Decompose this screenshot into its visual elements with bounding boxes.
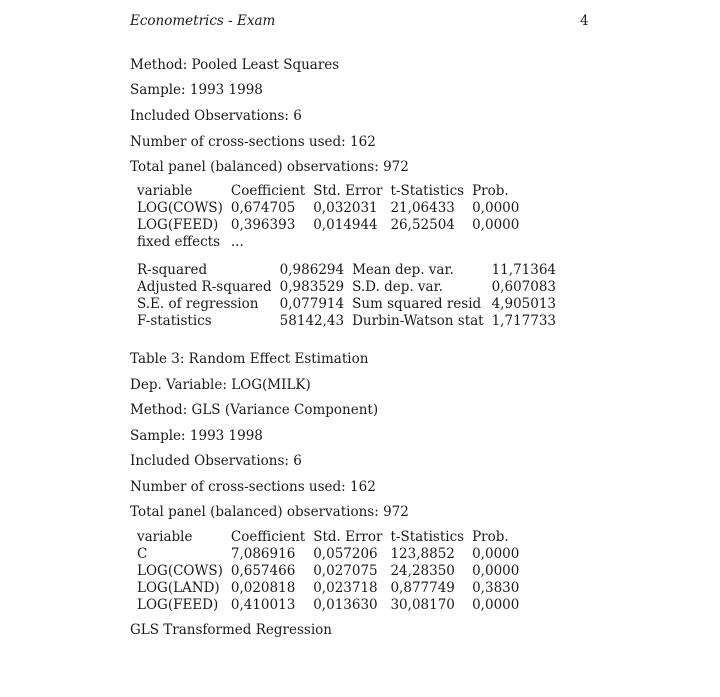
table-cell: fixed effects bbox=[137, 234, 221, 250]
pooled-statistics-table bbox=[137, 262, 564, 330]
table-cell: LOG(COWS) bbox=[137, 563, 223, 579]
table-cell: 7,086916 bbox=[230, 546, 296, 562]
table-row bbox=[137, 234, 527, 251]
table-cell: 0,396393 bbox=[230, 217, 296, 233]
table-cell: 0,674705 bbox=[230, 200, 296, 216]
table-cell: 21,06433 bbox=[390, 200, 455, 216]
dependent-variable-line: Dep. Variable: LOG(MILK) bbox=[130, 377, 311, 393]
table-row bbox=[137, 262, 564, 279]
table-cell: 0,607083 bbox=[491, 279, 557, 295]
table-row bbox=[137, 546, 527, 563]
table-cell: Mean dep. var. bbox=[352, 262, 454, 278]
table-cell: Sum squared resid bbox=[352, 296, 482, 312]
header-cell: Coefficient bbox=[230, 183, 306, 199]
table-cell: 24,28350 bbox=[390, 563, 455, 579]
table-cell: 0,983529 bbox=[279, 279, 345, 295]
table-cell: LOG(COWS) bbox=[137, 200, 223, 216]
page-number: 4 bbox=[580, 13, 589, 29]
table-cell bbox=[313, 234, 390, 251]
included-observations-line: Included Observations: 6 bbox=[130, 108, 302, 124]
table-cell: 0,0000 bbox=[472, 217, 520, 233]
table-cell: 4,905013 bbox=[491, 296, 557, 312]
table-cell: LOG(LAND) bbox=[137, 580, 220, 596]
table-cell: 0,013630 bbox=[313, 597, 378, 613]
table-cell: 30,08170 bbox=[390, 597, 455, 613]
header-cell: Prob. bbox=[472, 529, 509, 545]
header-cell: Std. Error bbox=[313, 183, 383, 199]
header-cell: Std. Error bbox=[313, 529, 383, 545]
table-cell: F-statistics bbox=[137, 313, 212, 329]
table-cell: 0,0000 bbox=[472, 546, 520, 562]
table-cell: R-squared bbox=[137, 262, 208, 278]
header-title: Econometrics - Exam bbox=[130, 13, 276, 29]
table-cell: 0,0000 bbox=[472, 200, 520, 216]
table-cell: 0,020818 bbox=[230, 580, 296, 596]
sample-line: Sample: 1993 1998 bbox=[130, 428, 263, 444]
header-cell: variable bbox=[137, 529, 193, 545]
table-cell: 0,877749 bbox=[390, 580, 455, 596]
table-cell: 0,032031 bbox=[313, 200, 378, 216]
header-cell: t-Statistics bbox=[390, 183, 465, 199]
table-cell: LOG(FEED) bbox=[137, 597, 219, 613]
table-row bbox=[137, 597, 527, 614]
table-row bbox=[137, 200, 527, 217]
table-cell: 0,0000 bbox=[472, 597, 520, 613]
table-cell bbox=[472, 234, 527, 251]
cross-sections-line: Number of cross-sections used: 162 bbox=[130, 479, 376, 495]
table-cell: 0,023718 bbox=[313, 580, 378, 596]
included-observations-line: Included Observations: 6 bbox=[130, 453, 302, 469]
method-line: Method: Pooled Least Squares bbox=[130, 57, 340, 73]
table-cell: 1,717733 bbox=[491, 313, 557, 329]
table-header-row bbox=[137, 529, 527, 546]
table-cell: S.D. dep. var. bbox=[352, 279, 443, 295]
table-cell: 123,8852 bbox=[390, 546, 455, 562]
table-cell: 0,0000 bbox=[472, 563, 520, 579]
table-cell: 0,077914 bbox=[279, 296, 345, 312]
table-header-row bbox=[137, 183, 527, 200]
header-cell: Coefficient bbox=[230, 529, 306, 545]
table-cell: LOG(FEED) bbox=[137, 217, 219, 233]
table-row bbox=[137, 296, 564, 313]
table-cell: 26,52504 bbox=[390, 217, 455, 233]
table-cell: 0,014944 bbox=[313, 217, 378, 233]
table-cell: Adjusted R-squared bbox=[137, 279, 272, 295]
table-row bbox=[137, 563, 527, 580]
header-cell: Prob. bbox=[472, 183, 509, 199]
table-row bbox=[137, 313, 564, 330]
total-panel-line: Total panel (balanced) observations: 972 bbox=[130, 504, 409, 520]
table-cell: ... bbox=[230, 234, 244, 250]
gls-transformed-regression-line: GLS Transformed Regression bbox=[130, 622, 332, 638]
table-cell: 0,657466 bbox=[230, 563, 296, 579]
table-cell bbox=[390, 234, 472, 251]
cross-sections-line: Number of cross-sections used: 162 bbox=[130, 134, 376, 150]
table-row bbox=[137, 217, 527, 234]
table-cell: 58142,43 bbox=[279, 313, 345, 329]
table-row bbox=[137, 580, 527, 597]
table-cell: 0,057206 bbox=[313, 546, 378, 562]
random-effect-coefficient-table bbox=[137, 529, 527, 614]
table-cell: 0,3830 bbox=[472, 580, 520, 596]
header-cell: t-Statistics bbox=[390, 529, 465, 545]
table-cell: 0,986294 bbox=[279, 262, 345, 278]
pooled-coefficient-table bbox=[137, 183, 527, 251]
table-row bbox=[137, 279, 564, 296]
header-cell: variable bbox=[137, 183, 193, 199]
table-cell: S.E. of regression bbox=[137, 296, 259, 312]
sample-line: Sample: 1993 1998 bbox=[130, 82, 263, 98]
total-panel-line: Total panel (balanced) observations: 972 bbox=[130, 159, 409, 175]
table-cell: 11,71364 bbox=[491, 262, 557, 278]
table-cell: Durbin-Watson stat bbox=[352, 313, 484, 329]
table-cell: C bbox=[137, 546, 148, 562]
method-line: Method: GLS (Variance Component) bbox=[130, 402, 379, 418]
table-cell: 0,027075 bbox=[313, 563, 378, 579]
table-caption: Table 3: Random Effect Estimation bbox=[130, 351, 369, 367]
table-cell: 0,410013 bbox=[230, 597, 296, 613]
